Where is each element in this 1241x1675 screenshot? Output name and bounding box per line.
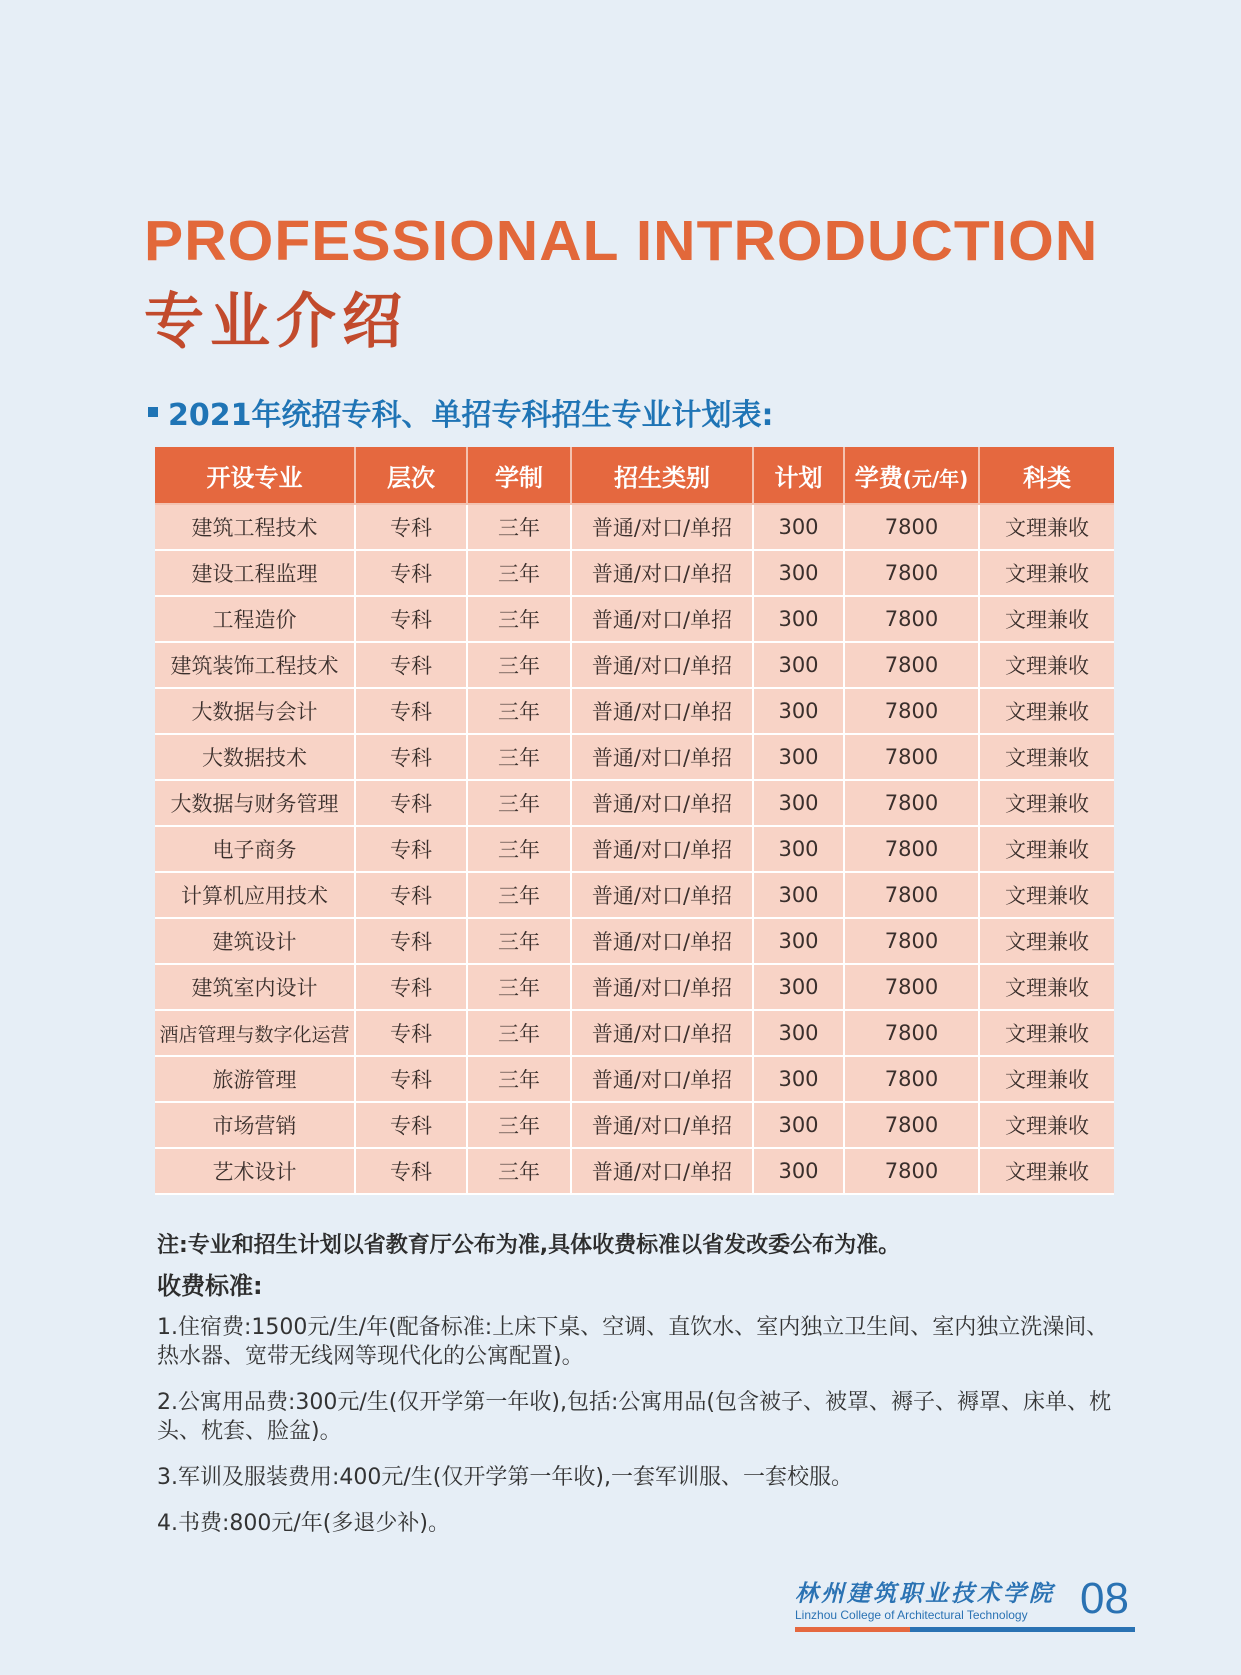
- table-row: [155, 1010, 1114, 1056]
- table-row: [155, 780, 1114, 826]
- level-cell: 专科: [355, 642, 467, 688]
- category-cell: 普通/对口/单招: [571, 826, 753, 872]
- quota-cell: 300: [753, 596, 844, 642]
- duration-cell: 三年: [467, 1056, 571, 1102]
- subject-type-cell: 文理兼收: [979, 872, 1114, 918]
- duration-cell: 三年: [467, 504, 571, 550]
- quota-cell: 300: [753, 734, 844, 780]
- subject-type-cell: 文理兼收: [979, 1056, 1114, 1102]
- major-cell: 建筑室内设计: [155, 964, 355, 1010]
- tuition-cell: 7800: [844, 734, 979, 780]
- level-cell: 专科: [355, 964, 467, 1010]
- subject-type-cell: 文理兼收: [979, 734, 1114, 780]
- college-name-english: Linzhou College of Architectural Technology: [795, 1608, 1028, 1622]
- table-row: [155, 596, 1114, 642]
- table-row: [155, 550, 1114, 596]
- level-cell: 专科: [355, 550, 467, 596]
- subject-type-cell: 文理兼收: [979, 1102, 1114, 1148]
- subject-type-cell: 文理兼收: [979, 504, 1114, 550]
- quota-cell: 300: [753, 780, 844, 826]
- quota-cell: 300: [753, 1102, 844, 1148]
- category-cell: 普通/对口/单招: [571, 872, 753, 918]
- category-cell: 普通/对口/单招: [571, 550, 753, 596]
- subject-type-cell: 文理兼收: [979, 918, 1114, 964]
- fee-item-military-training: 3.军训及服装费用:400元/生(仅开学第一年收),一套军训服、一套校服。: [157, 1465, 853, 1490]
- quota-cell: 300: [753, 964, 844, 1010]
- level-cell: 专科: [355, 504, 467, 550]
- table-row: [155, 964, 1114, 1010]
- duration-cell: 三年: [467, 872, 571, 918]
- section-heading-text: 2021年统招专科、单招专科招生专业计划表:: [168, 398, 774, 433]
- level-cell: 专科: [355, 780, 467, 826]
- table-row: [155, 734, 1114, 780]
- tuition-cell: 7800: [844, 642, 979, 688]
- tuition-cell: 7800: [844, 596, 979, 642]
- header-tuition-label: 学费: [854, 463, 903, 492]
- subject-type-cell: 文理兼收: [979, 826, 1114, 872]
- major-cell: 工程造价: [155, 596, 355, 642]
- quota-cell: 300: [753, 1056, 844, 1102]
- tuition-cell: 7800: [844, 504, 979, 550]
- table-row: [155, 1102, 1114, 1148]
- tuition-cell: 7800: [844, 688, 979, 734]
- header-tuition: [844, 447, 979, 504]
- major-cell: 电子商务: [155, 826, 355, 872]
- table-row: [155, 688, 1114, 734]
- level-cell: 专科: [355, 596, 467, 642]
- category-cell: 普通/对口/单招: [571, 1056, 753, 1102]
- fee-item-books: 4.书费:800元/年(多退少补)。: [157, 1511, 450, 1536]
- major-cell: 酒店管理与数字化运营: [155, 1010, 355, 1056]
- level-cell: 专科: [355, 734, 467, 780]
- subject-type-cell: 文理兼收: [979, 688, 1114, 734]
- duration-cell: 三年: [467, 688, 571, 734]
- category-cell: 普通/对口/单招: [571, 734, 753, 780]
- table-header-row: [155, 447, 1114, 504]
- level-cell: 专科: [355, 872, 467, 918]
- policy-note: 注:专业和招生计划以省教育厅公布为准,具体收费标准以省发改委公布为准。: [157, 1233, 901, 1258]
- duration-cell: 三年: [467, 550, 571, 596]
- fee-standard-title: 收费标准:: [157, 1272, 263, 1300]
- level-cell: 专科: [355, 688, 467, 734]
- major-cell: 艺术设计: [155, 1148, 355, 1194]
- duration-cell: 三年: [467, 964, 571, 1010]
- subject-type-cell: 文理兼收: [979, 1010, 1114, 1056]
- quota-cell: 300: [753, 872, 844, 918]
- tuition-cell: 7800: [844, 1056, 979, 1102]
- category-cell: 普通/对口/单招: [571, 1148, 753, 1194]
- category-cell: 普通/对口/单招: [571, 964, 753, 1010]
- duration-cell: 三年: [467, 780, 571, 826]
- tuition-cell: 7800: [844, 1010, 979, 1056]
- page-number: 08: [1080, 1574, 1129, 1623]
- header-duration: 学制: [467, 447, 571, 504]
- table-row: [155, 1056, 1114, 1102]
- quota-cell: 300: [753, 550, 844, 596]
- quota-cell: 300: [753, 1148, 844, 1194]
- level-cell: 专科: [355, 1056, 467, 1102]
- subject-type-cell: 文理兼收: [979, 596, 1114, 642]
- level-cell: 专科: [355, 1148, 467, 1194]
- tuition-cell: 7800: [844, 826, 979, 872]
- footer-accent-bar: [795, 1627, 910, 1632]
- header-major: 开设专业: [155, 447, 355, 504]
- category-cell: 普通/对口/单招: [571, 504, 753, 550]
- tuition-cell: 7800: [844, 1102, 979, 1148]
- level-cell: 专科: [355, 826, 467, 872]
- major-cell: 市场营销: [155, 1102, 355, 1148]
- table-body: [155, 504, 1114, 1194]
- category-cell: 普通/对口/单招: [571, 1010, 753, 1056]
- subject-type-cell: 文理兼收: [979, 550, 1114, 596]
- page-title-chinese: 专业介绍: [144, 287, 408, 357]
- duration-cell: 三年: [467, 1148, 571, 1194]
- category-cell: 普通/对口/单招: [571, 688, 753, 734]
- subject-type-cell: 文理兼收: [979, 642, 1114, 688]
- fee-standard-list: [157, 1313, 1117, 1555]
- tuition-cell: 7800: [844, 964, 979, 1010]
- table-row: [155, 872, 1114, 918]
- duration-cell: 三年: [467, 1010, 571, 1056]
- subject-type-cell: 文理兼收: [979, 964, 1114, 1010]
- header-quota: 计划: [753, 447, 844, 504]
- category-cell: 普通/对口/单招: [571, 918, 753, 964]
- major-cell: 建设工程监理: [155, 550, 355, 596]
- duration-cell: 三年: [467, 734, 571, 780]
- section-heading: [148, 390, 774, 434]
- category-cell: 普通/对口/单招: [571, 596, 753, 642]
- header-category: 招生类别: [571, 447, 753, 504]
- duration-cell: 三年: [467, 1102, 571, 1148]
- major-cell: 大数据技术: [155, 734, 355, 780]
- tuition-cell: 7800: [844, 1148, 979, 1194]
- subject-type-cell: 文理兼收: [979, 780, 1114, 826]
- duration-cell: 三年: [467, 642, 571, 688]
- quota-cell: 300: [753, 918, 844, 964]
- quota-cell: 300: [753, 504, 844, 550]
- level-cell: 专科: [355, 1102, 467, 1148]
- header-level: 层次: [355, 447, 467, 504]
- major-cell: 大数据与财务管理: [155, 780, 355, 826]
- category-cell: 普通/对口/单招: [571, 1102, 753, 1148]
- quota-cell: 300: [753, 1010, 844, 1056]
- table-row: [155, 918, 1114, 964]
- major-cell: 建筑设计: [155, 918, 355, 964]
- quota-cell: 300: [753, 826, 844, 872]
- tuition-cell: 7800: [844, 872, 979, 918]
- table-row: [155, 642, 1114, 688]
- level-cell: 专科: [355, 1010, 467, 1056]
- fee-item-accommodation: 1.住宿费:1500元/生/年(配备标准:上床下桌、空调、直饮水、室内独立卫生间、室内独立洗澡间、热水器、宽带无线网等现代化的公寓配置)。: [157, 1315, 1109, 1369]
- footer-underline-bar: [910, 1627, 1135, 1632]
- fee-item-dorm-supplies: 2.公寓用品费:300元/生(仅开学第一年收),包括:公寓用品(包含被子、被罩、褥子、褥罩、床单、枕头、枕套、脸盆)。: [157, 1390, 1111, 1444]
- category-cell: 普通/对口/单招: [571, 780, 753, 826]
- subject-type-cell: 文理兼收: [979, 1148, 1114, 1194]
- major-cell: 建筑装饰工程技术: [155, 642, 355, 688]
- duration-cell: 三年: [467, 596, 571, 642]
- header-tuition-unit: (元/年): [902, 466, 969, 491]
- college-name-chinese: 林州建筑职业技术学院: [795, 1580, 1055, 1607]
- tuition-cell: 7800: [844, 918, 979, 964]
- header-subject-type: 科类: [979, 447, 1114, 504]
- major-cell: 大数据与会计: [155, 688, 355, 734]
- level-cell: 专科: [355, 918, 467, 964]
- quota-cell: 300: [753, 688, 844, 734]
- quota-cell: 300: [753, 642, 844, 688]
- category-cell: 普通/对口/单招: [571, 642, 753, 688]
- page-title-english: PROFESSIONAL INTRODUCTION: [144, 209, 1099, 273]
- college-logo: [795, 1580, 1055, 1622]
- square-bullet-icon: [148, 407, 158, 417]
- table-row: [155, 504, 1114, 550]
- major-cell: 建筑工程技术: [155, 504, 355, 550]
- major-cell: 旅游管理: [155, 1056, 355, 1102]
- tuition-cell: 7800: [844, 780, 979, 826]
- duration-cell: 三年: [467, 826, 571, 872]
- tuition-cell: 7800: [844, 550, 979, 596]
- table-row: [155, 1148, 1114, 1194]
- enrollment-plan-table: [155, 447, 1114, 1195]
- duration-cell: 三年: [467, 918, 571, 964]
- table-row: [155, 826, 1114, 872]
- major-cell: 计算机应用技术: [155, 872, 355, 918]
